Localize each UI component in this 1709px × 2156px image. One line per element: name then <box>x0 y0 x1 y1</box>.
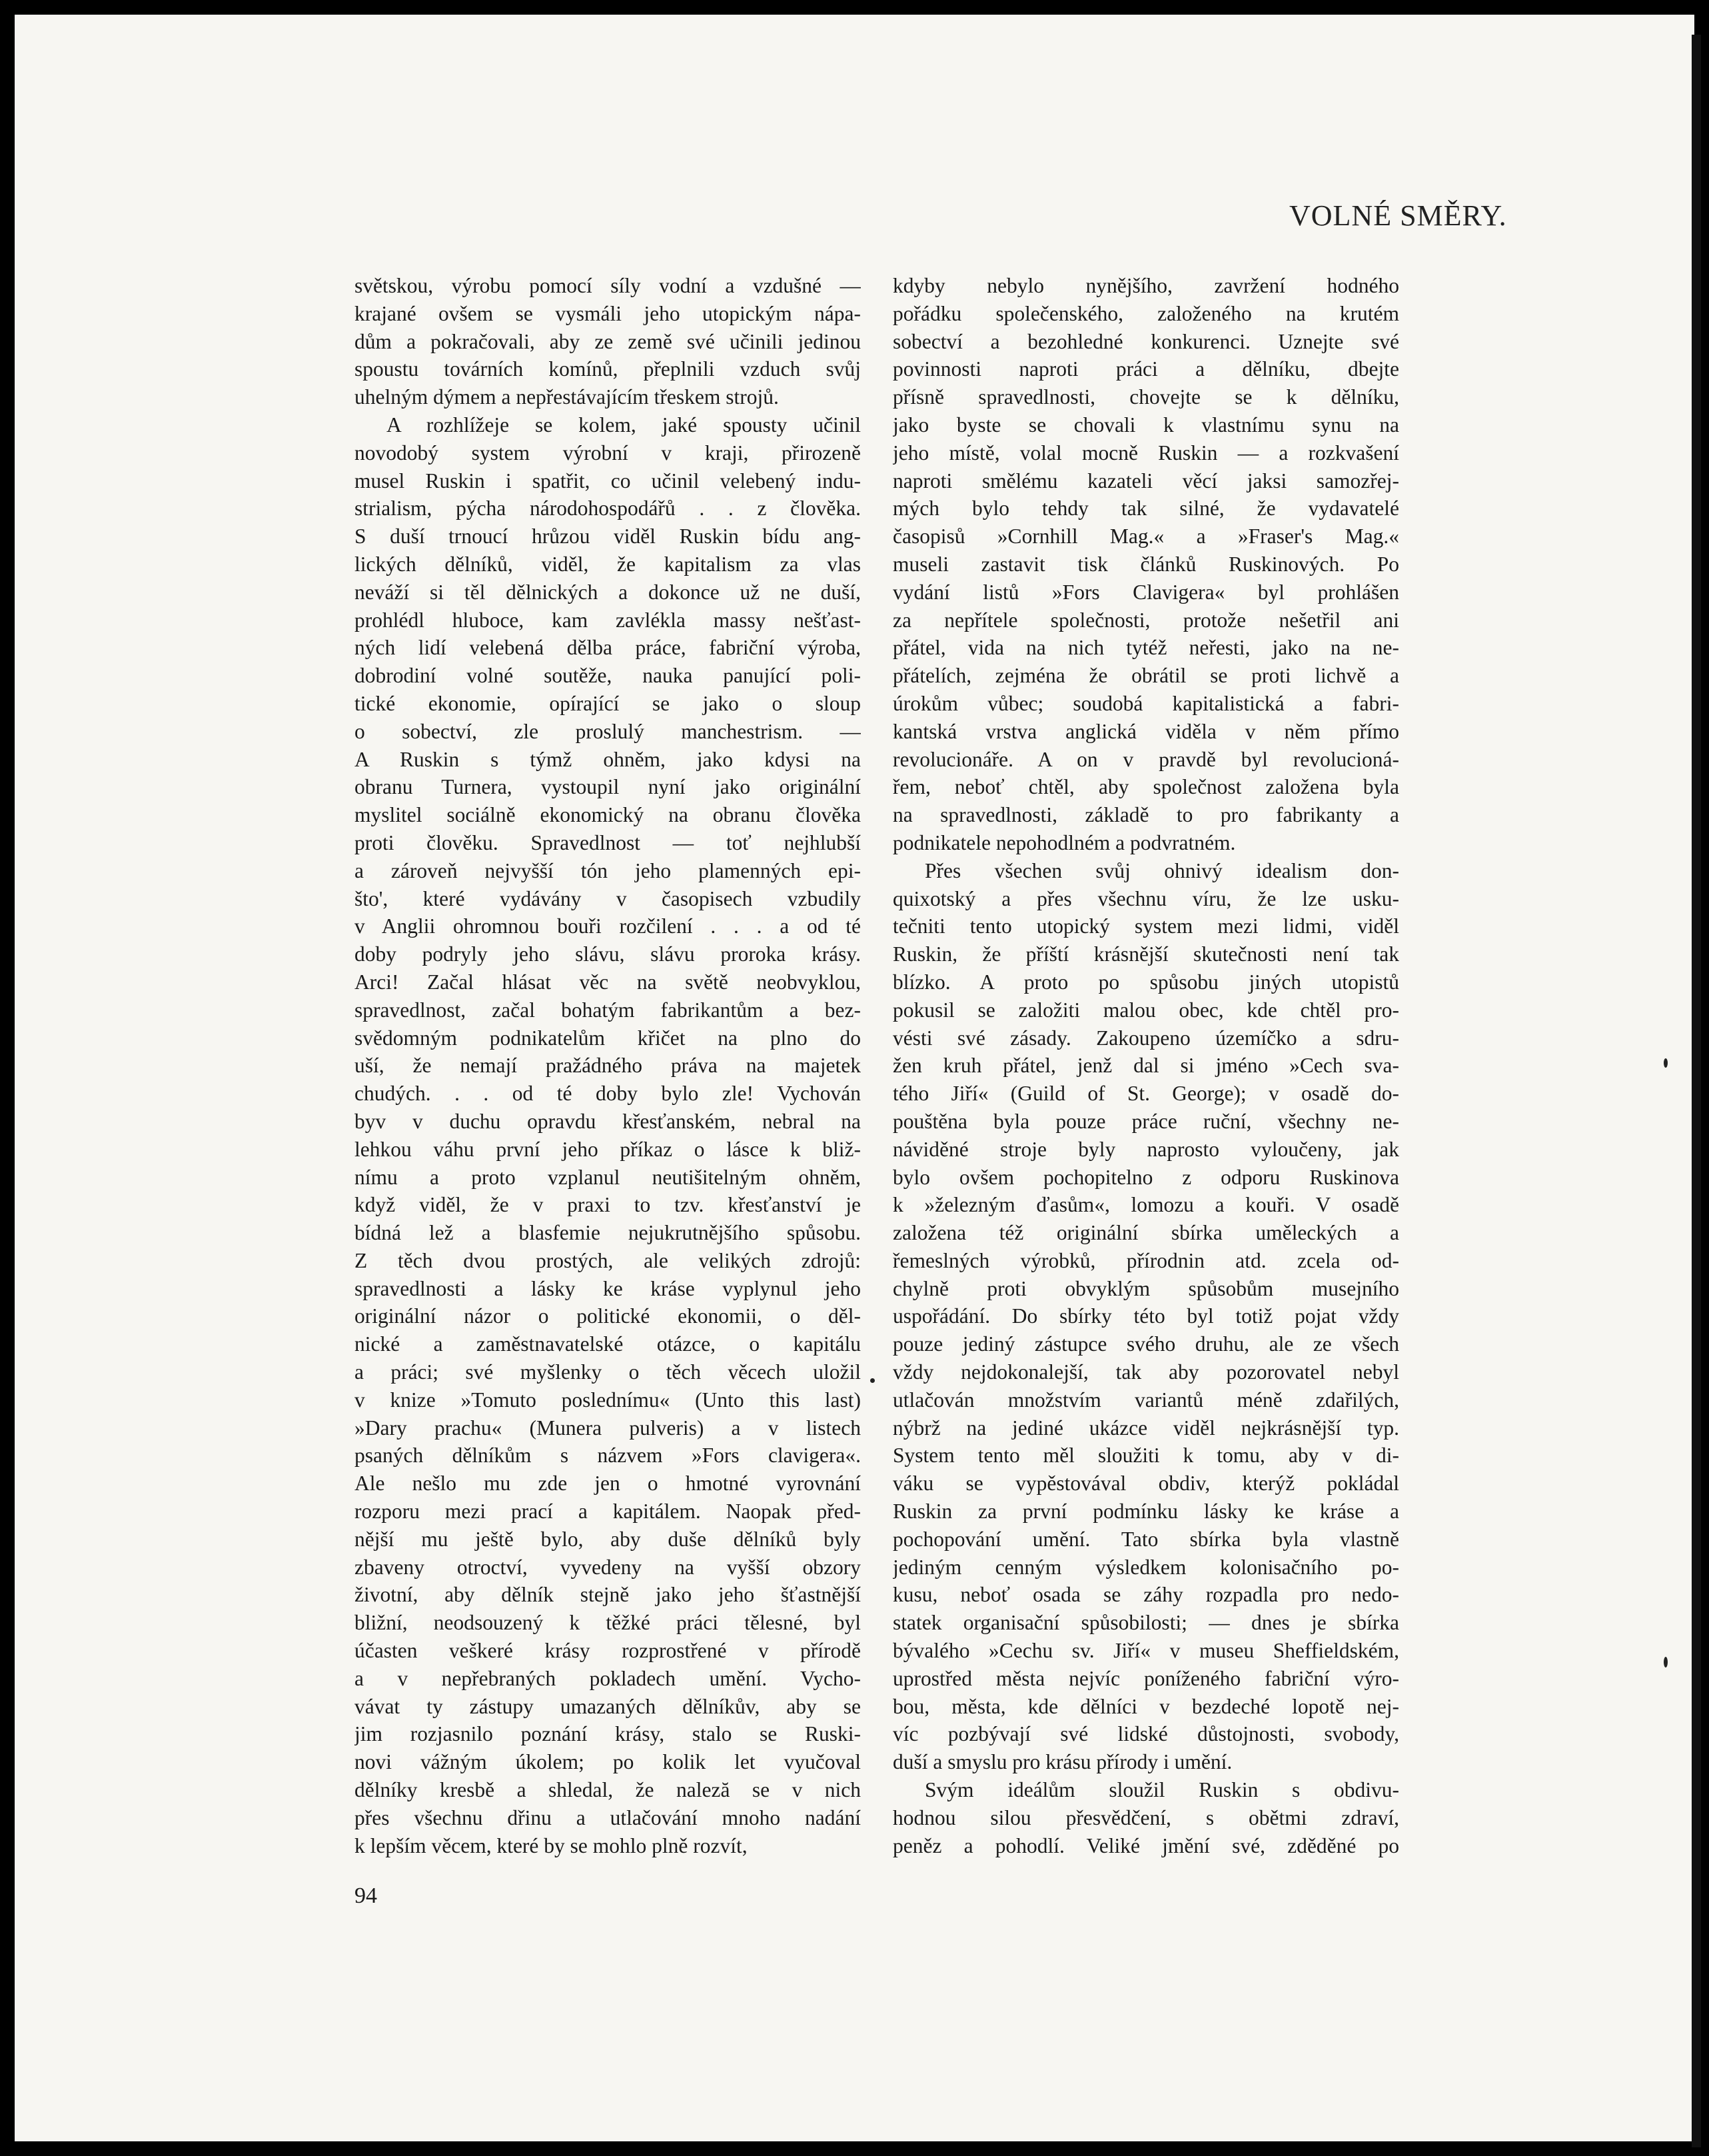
text-line: nýbrž na jediné ukázce viděl nejkrásnější typ. <box>893 1416 1399 1440</box>
text-line: peněz a pohodlí. Veliké jmění své, zděděné po <box>893 1833 1399 1857</box>
text-line: tické ekonomie, opírající se jako o sloup <box>354 691 861 715</box>
left-column <box>354 272 861 1859</box>
text-line: bývalého »Cechu sv. Jiří« v museu Sheffieldském, <box>893 1639 1399 1663</box>
text-line: přes všechnu dřinu a utlačování mnoho nadání <box>354 1805 861 1829</box>
text-line: přátel, vida na nich tytéž neřesti, jako na ne- <box>893 636 1399 660</box>
text-line: jako byste se chovali k vlastnímu synu na <box>893 413 1399 437</box>
page-gutter-edge <box>1692 35 1701 2147</box>
text-line: jeho místě, volal mocně Ruskin — a rozkvašení <box>893 441 1399 465</box>
text-line: vésti své zásady. Zakoupeno územíčko a sdru- <box>893 1026 1399 1050</box>
text-line: v Anglii ohromnou bouři rozčilení . . . a od té <box>354 914 861 938</box>
text-line: k »železným ďasům«, lomozu a kouři. V osadě <box>893 1193 1399 1217</box>
text-line: novodobý system výrobní v kraji, přirozeně <box>354 441 861 465</box>
text-line: kdyby nebylo nynějšího, zavržení hodného <box>893 274 1399 297</box>
text-line: pořádku společenského, založeného na krutém <box>893 301 1399 325</box>
text-line: tečniti tento utopický system mezi lidmi, viděl <box>893 914 1399 938</box>
text-line: ných lidí velebená dělba práce, fabriční výroba, <box>354 636 861 660</box>
text-line: v knize »Tomuto poslednímu« (Unto this last) <box>354 1388 861 1412</box>
scan-border-top <box>0 0 1709 15</box>
text-line: za nepřítele společnosti, protože nešetřil ani <box>893 608 1399 632</box>
text-line: dělníky kresbě a shledal, že naleză se v nich <box>354 1778 861 1802</box>
text-line: statek organisační spůsobilosti; — dnes je sbírka <box>893 1611 1399 1635</box>
text-line: blízko. A proto po spůsobu jiných utopistů <box>893 970 1399 994</box>
text-line: spravedlnosti a lásky ke kráse vyplynul jeho <box>354 1276 861 1300</box>
text-line: duší a smyslu pro krásu přírody i umění. <box>893 1750 1233 1774</box>
text-line: strialism, pýcha národohospodářů . . z člověka. <box>354 497 861 521</box>
text-line: svědomným podnikatelům křičet na plno do <box>354 1026 861 1050</box>
text-line: kantská vrstva anglická viděla v něm přímo <box>893 719 1399 743</box>
text-line: na spravedlnosti, základě to pro fabrikanty a <box>893 803 1399 827</box>
text-line: doby podryly jeho slávu, slávu proroka krásy. <box>354 942 861 966</box>
text-line: Z těch dvou prostých, ale velikých zdrojů: <box>354 1248 861 1272</box>
text-line: rozporu mezi prací a kapitálem. Naopak před- <box>354 1500 861 1524</box>
text-line: bližní, neodsouzený k těžké práci tělesné, byl <box>354 1611 861 1635</box>
text-line: dům a pokračovali, aby ze země své učinili jedinou <box>354 329 861 353</box>
text-line: musel Ruskin i spatřit, co učinil velebený indu- <box>354 469 861 493</box>
text-line: krajané ovšem se vysmáli jeho utopickým nápa- <box>354 301 861 325</box>
text-line: náviděné stroje byly naprosto vyloučeny, jak <box>893 1137 1399 1161</box>
text-line: Přes všechen svůj ohnivý idealism don- <box>925 858 1399 882</box>
text-line: tého Jiří« (Guild of St. George); v osadě do- <box>893 1082 1399 1106</box>
text-line: bídná lež a blasfemie nejukrutnějšího spůsobu. <box>354 1221 861 1245</box>
text-line: pouštěna byla pouze práce ruční, všechny ne- <box>893 1109 1399 1133</box>
text-line: originální názor o politické ekonomii, o děl- <box>354 1304 861 1328</box>
text-line: A Ruskin s týmž ohněm, jako kdysi na <box>354 747 861 771</box>
text-line: časopisů »Cornhill Mag.« a »Fraser's Mag.« <box>893 525 1399 548</box>
text-line: neváží si těl dělnických a dokonce už ne duší, <box>354 580 861 604</box>
text-line: spravedlnost, začal bohatým fabrikantům a bez- <box>354 998 861 1022</box>
text-line: Ale nešlo mu zde jen o hmotné vyrovnání <box>354 1472 861 1496</box>
margin-mark <box>1664 1058 1668 1068</box>
text-line: chudých. . . od té doby bylo zle! Vychován <box>354 1082 861 1106</box>
text-line: što', které vydávány v časopisech vzbudily <box>354 886 861 910</box>
text-line: úrokům vůbec; soudobá kapitalistická a fabri- <box>893 691 1399 715</box>
text-line: řemeslných výrobků, přírodnin atd. zcela od- <box>893 1248 1399 1272</box>
text-line: žen kruh přátel, jenž dal si jméno »Cech sva- <box>893 1054 1399 1078</box>
text-line: dobrodiní volné soutěže, nauka panující poli- <box>354 664 861 688</box>
text-line: životní, aby dělník stejně jako jeho šťastnější <box>354 1583 861 1607</box>
text-line: mých bylo tehdy tak silné, že vydavatelé <box>893 497 1399 521</box>
text-line: System tento měl sloužiti k tomu, aby v di- <box>893 1444 1399 1468</box>
text-line: o sobectví, zle proslulý manchestrism. — <box>354 719 861 743</box>
running-header: VOLNÉ SMĚRY. <box>1289 199 1507 232</box>
text-line: A rozhlížeje se kolem, jaké spousty učinil <box>386 413 861 437</box>
text-line: založena též originální sbírka uměleckých a <box>893 1221 1399 1245</box>
text-line: víc pozbývají své lidské důstojnosti, svobody, <box>893 1722 1399 1746</box>
text-line: pokusil se založiti malou obec, kde chtěl pro- <box>893 998 1399 1022</box>
text-line: pouze jediný zástupce svého druhu, ale ze všech <box>893 1332 1399 1356</box>
text-line: nické a zaměstnavatelské otázce, o kapitálu <box>354 1332 861 1356</box>
text-line: lických dělníků, viděl, že kapitalism za vlas <box>354 552 861 576</box>
text-line: Ruskin, že příští krásnější skutečnosti není tak <box>893 942 1399 966</box>
text-line: revolucionáře. A on v pravdě byl revolucioná- <box>893 747 1399 771</box>
text-line: řem, neboť chtěl, aby společnost založena byla <box>893 775 1399 799</box>
text-line: proti člověku. Spravedlnost — toť nejhlubší <box>354 830 861 854</box>
text-line: S duší trnoucí hrůzou viděl Ruskin bídu ang- <box>354 525 861 548</box>
text-line: vávat ty zástupy umazaných dělníkův, aby se <box>354 1694 861 1718</box>
text-line: kusu, neboť osada se záhy rozpadla pro nedo- <box>893 1583 1399 1607</box>
text-line: jim rozjasnilo poznání krásy, stalo se Ruski- <box>354 1722 861 1746</box>
text-line: vždy nejdokonalejší, tak aby pozorovatel nebyl <box>893 1360 1399 1384</box>
page-number: 94 <box>354 1883 377 1908</box>
text-line: lehkou váhu první jeho příkaz o lásce k bliž- <box>354 1137 861 1161</box>
text-line: podnikatele nepohodlném a podvratném. <box>893 830 1236 854</box>
text-line: nímu a proto vzplanul neutišitelným ohněm, <box>354 1165 861 1189</box>
text-line: přísně spravedlnosti, chovejte se k dělníku, <box>893 385 1399 409</box>
text-line: a zároveň nejvyšší tón jeho plamenných epi- <box>354 858 861 882</box>
text-line: uhelným dýmem a nepřestávajícím třeskem strojů. <box>354 385 779 409</box>
text-line: bou, města, kde dělníci v bezdeché lopotě nej- <box>893 1694 1399 1718</box>
text-line: světskou, výrobu pomocí síly vodní a vzdušné — <box>354 274 861 297</box>
text-line: když viděl, že v praxi to tzv. křesťanství je <box>354 1193 861 1217</box>
text-line: vydání listů »Fors Clavigera« byl prohlášen <box>893 580 1399 604</box>
margin-mark <box>1664 1657 1668 1667</box>
text-line: prohlédl hluboce, kam zavlékla massy nešťast- <box>354 608 861 632</box>
text-line: zbaveny otroctví, vyvedeny na vyšší obzory <box>354 1555 861 1579</box>
text-line: spoustu továrních komínů, přeplnili vzduch svůj <box>354 357 861 381</box>
text-line: novi vážným úkolem; po kolik let vyučoval <box>354 1750 861 1774</box>
text-line: Svým ideálům sloužil Ruskin s obdivu- <box>925 1778 1399 1802</box>
text-line: hodnou silou přesvědčení, s obětmi zdraví, <box>893 1805 1399 1829</box>
text-line: a práci; své myšlenky o těch věcech uložil <box>354 1360 861 1384</box>
text-line: uší, že nemají pražádného práva na majetek <box>354 1054 861 1078</box>
text-line: quixotský a přes všechnu víru, že lze usku- <box>893 886 1399 910</box>
text-line: a v nepřebraných pokladech umění. Vycho- <box>354 1666 861 1690</box>
right-column <box>893 272 1399 1859</box>
text-line: myslitel sociálně ekonomický na obranu člověka <box>354 803 861 827</box>
text-line: psaných dělníkům s názvem »Fors clavigera«. <box>354 1444 861 1468</box>
text-line: »Dary prachu« (Munera pulveris) a v listech <box>354 1416 861 1440</box>
text-line: jediným cenným výsledkem kolonisačního po- <box>893 1555 1399 1579</box>
text-line: Arci! Začal hlásat věc na světě neobvyklou, <box>354 970 861 994</box>
text-line: přátelích, zejména že obrátil se proti lichvě a <box>893 664 1399 688</box>
text-line: uspořádání. Do sbírky této byl totiž pojat vždy <box>893 1304 1399 1328</box>
text-line: utlačován množstvím variantů méně zdařilých, <box>893 1388 1399 1412</box>
text-line: pochopování umění. Tato sbírka byla vlastně <box>893 1527 1399 1551</box>
text-line: chylně proti obvyklým spůsobům musejního <box>893 1276 1399 1300</box>
text-line: povinnosti naproti práci a dělníku, dbejte <box>893 357 1399 381</box>
text-line: váku se vypěstovával obdiv, kterýž pokládal <box>893 1472 1399 1496</box>
text-line: uprostřed města nejvíc poníženého fabriční výro- <box>893 1666 1399 1690</box>
text-line: Ruskin za první podmínku lásky ke kráse a <box>893 1500 1399 1524</box>
text-line: sobectví a bezohledné konkurenci. Uznejte své <box>893 329 1399 353</box>
text-line: k lepším věcem, které by se mohlo plně rozvít, <box>354 1833 748 1857</box>
text-line: obranu Turnera, vystoupil nyní jako originální <box>354 775 861 799</box>
text-line: naproti smělému kazateli věcí jaksi samozřej- <box>893 469 1399 493</box>
ink-dot <box>870 1378 875 1383</box>
text-line: museli zastavit tisk článků Ruskinových. Po <box>893 552 1399 576</box>
text-line: nější mu ještě bylo, aby duše dělníků byly <box>354 1527 861 1551</box>
text-line: byv v duchu opravdu křesťanském, nebral na <box>354 1109 861 1133</box>
text-line: bylo ovšem pochopitelno z odporu Ruskinova <box>893 1165 1399 1189</box>
text-line: účasten veškeré krásy rozprostřené v přírodě <box>354 1639 861 1663</box>
